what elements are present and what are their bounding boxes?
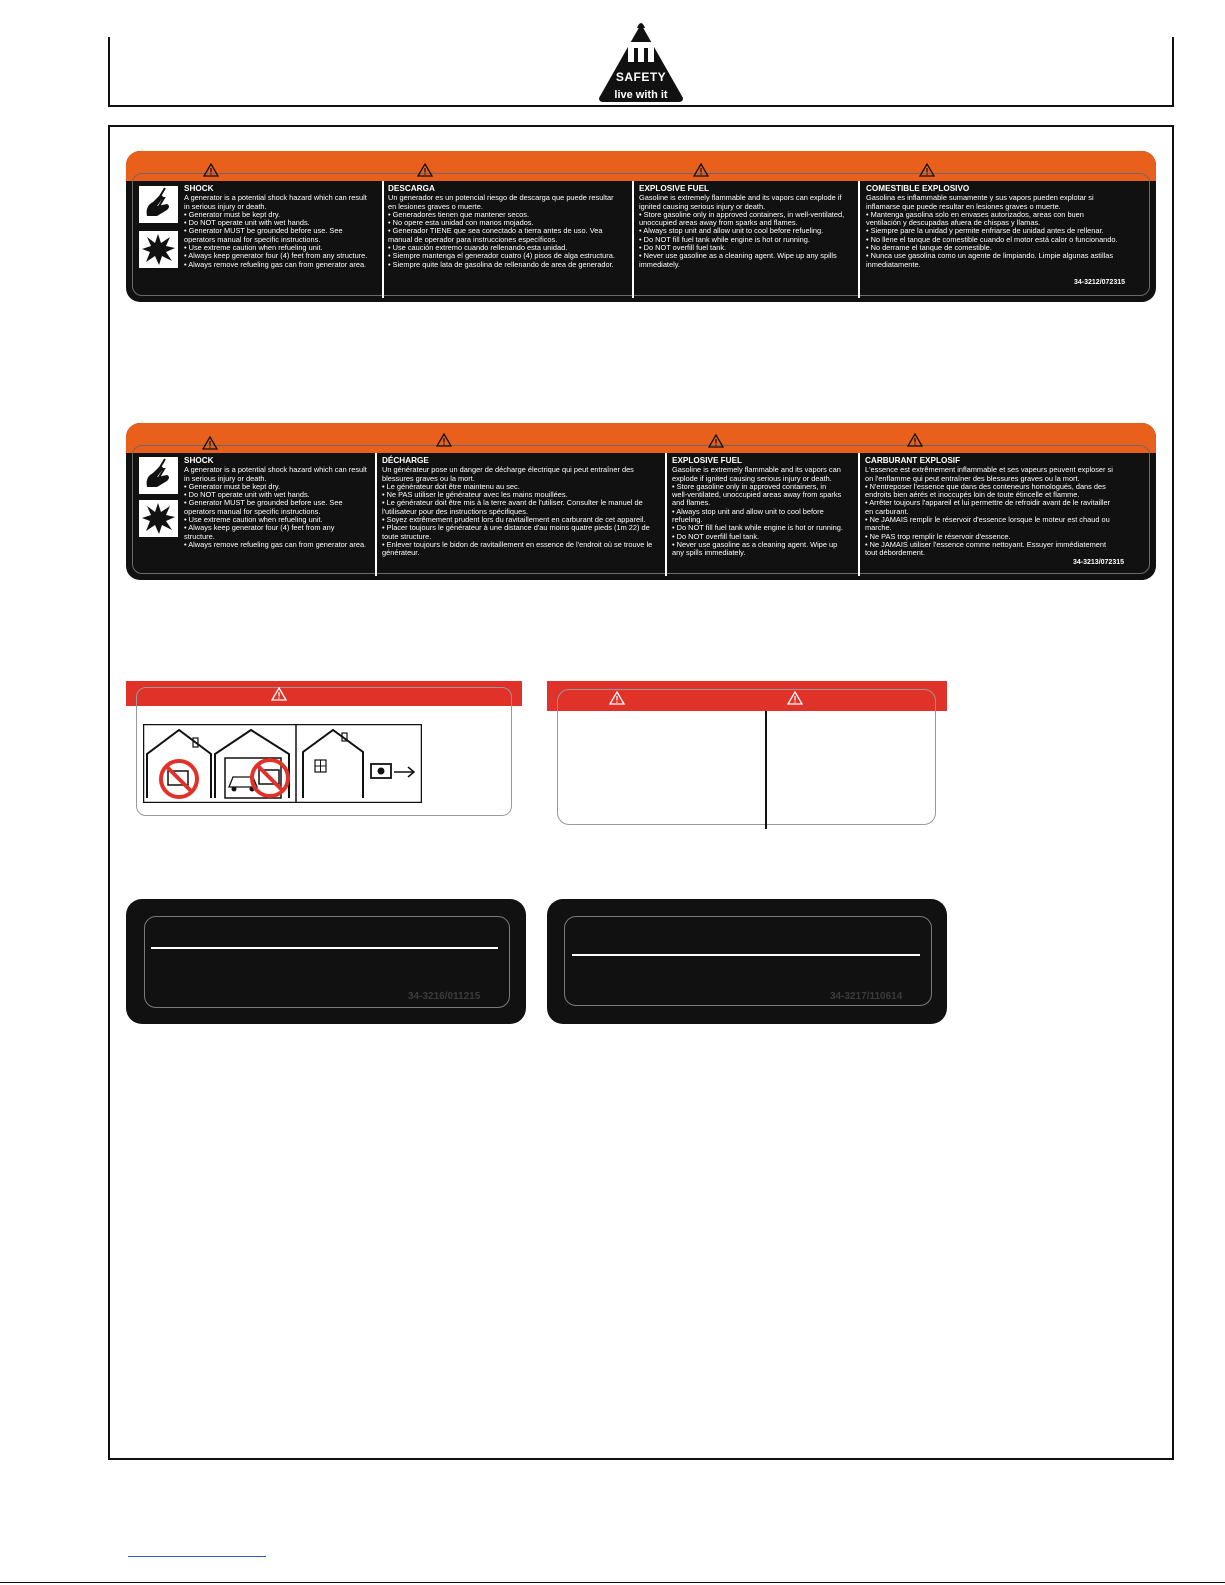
col-line: Gasoline is extremely flammable and its vapors can explode if xyxy=(639,193,842,203)
col-line: • Siempre quite lata de gasolina de rellenando de area de generador. xyxy=(388,259,614,269)
col-title: EXPLOSIVE FUEL xyxy=(639,184,710,193)
col-line: • No derrame el tanque de comestible. xyxy=(866,243,992,253)
col-line: in serious injury or death. xyxy=(184,473,267,483)
col-title: EXPLOSIVE FUEL xyxy=(672,456,743,465)
col-line: ventilación y descupadas afuera de chispas y llamas. xyxy=(866,218,1041,228)
col-line: endroits bien aérés et inoccupés loin de toute étincelle et flamme. xyxy=(865,490,1080,500)
column-divider xyxy=(765,711,767,829)
col-line: • Nunca use gasolina como un agente de limpiando. Limpie algunas astillas xyxy=(866,251,1114,261)
col-line: L'essence est extrêmement inflammable et ses vapeurs peuvent exploser si xyxy=(865,465,1113,475)
col-line: • Generator MUST be grounded before use. See xyxy=(184,498,343,508)
col-line: in serious injury or death. xyxy=(184,201,267,211)
col-line: générateur. xyxy=(382,548,420,558)
col-line: explode if ignited causing serious injury or death. xyxy=(672,473,832,483)
column-divider xyxy=(375,453,377,576)
col-line: blessures graves ou la mort. xyxy=(382,473,475,483)
warning-triangle-icon xyxy=(417,163,433,177)
col-line: on l'enflamme qui peut entraîner des blessures graves ou la mort. xyxy=(865,473,1080,483)
warning-triangle-icon xyxy=(609,691,625,705)
col-line: • Do NOT operate unit with wet hands. xyxy=(184,490,310,500)
col-line: Un generador es un potencial riesgo de descarga que puede resultar xyxy=(388,193,614,203)
col-line: • Generator must be kept dry. xyxy=(184,481,281,491)
decal2-col-decharge xyxy=(382,457,662,558)
col-line: and flames. xyxy=(672,498,711,508)
dark-decal-rule xyxy=(151,947,498,949)
warning-triangle-icon xyxy=(907,433,923,447)
dark-decal-rule xyxy=(572,954,920,956)
decal1-col-explosive-fuel xyxy=(639,185,859,269)
col-line: refueling. xyxy=(672,515,703,525)
col-line: • Use extreme caution when refueling unit. xyxy=(184,515,323,525)
decal-english-french xyxy=(126,423,1156,580)
col-line: • Store gasoline only in approved containers, in well-ventilated, xyxy=(639,209,845,219)
col-line: • Generator must be kept dry. xyxy=(184,209,281,219)
col-line: • No llene el tanque de comestible cuando el motor está calor o funcionando. xyxy=(866,234,1118,244)
col-line: • Placer toujours le générateur à une distance d'au moins quatre pieds (1m 22) de xyxy=(382,523,650,533)
col-title: SHOCK xyxy=(184,184,214,193)
col-line: manual de operador para instrucciones específicos. xyxy=(388,234,558,244)
col-line: Un générateur pose un danger de décharge électrique qui peut entraîner des xyxy=(382,465,634,475)
col-line: operators manual for specific instructions. xyxy=(184,506,321,516)
col-line: Gasoline is extremely flammable and its vapors can xyxy=(672,465,841,475)
decal1-col-shock xyxy=(184,185,384,269)
col-line: • Ne JAMAIS remplir le réservoir d'essence lorsque le moteur est chaud ou xyxy=(865,515,1110,525)
col-line: • Never use gasoline as a cleaning agent. Wipe up xyxy=(672,539,838,549)
col-line: • N'entreposer l'essence que dans des conteneurs homologués, dans des xyxy=(865,481,1106,491)
col-line: • Use extreme caution when refueling unit. xyxy=(184,243,323,253)
warning-triangle-icon xyxy=(708,434,724,448)
col-line: • Always keep generator four (4) feet from any structure. xyxy=(184,251,368,261)
col-line: structure. xyxy=(184,531,215,541)
col-line: • Do NOT overfill fuel tank. xyxy=(639,243,727,253)
red-decal-inner-border xyxy=(557,689,936,825)
page-bottom-rule xyxy=(0,1582,1225,1583)
col-line: • No opere esta unidad con manos mojados. xyxy=(388,218,534,228)
col-line: inmediatamente. xyxy=(866,259,921,269)
safety-logo xyxy=(597,20,685,104)
col-title: DESCARGA xyxy=(388,184,435,193)
col-line: toute structure. xyxy=(382,531,432,541)
part-code: 34-3217/110614 xyxy=(830,991,903,1002)
col-line: inflamarse que puede resultar en lesiones graves o muerte. xyxy=(866,201,1061,211)
decal2-col-explosive-fuel xyxy=(672,457,857,558)
col-line: • Always stop unit and allow unit to cool before refueling. xyxy=(639,226,824,236)
col-line: • Ne JAMAIS utiliser l'essence comme nettoyant. Essuyer immédiatement xyxy=(865,539,1107,549)
col-line: • Use caución extremo cuando rellenando esta unidad. xyxy=(388,243,568,253)
col-line: en carburant. xyxy=(865,506,909,516)
col-line: tout débordement. xyxy=(865,548,925,558)
col-line: l'utilisateur pour des instructions spécifiques. xyxy=(382,506,529,516)
col-line: marche. xyxy=(865,523,892,533)
column-divider xyxy=(665,453,667,576)
decal-english-spanish xyxy=(126,151,1156,302)
col-line: • Siempre mantenga el generador cuatro (4) pisos de alga estructura. xyxy=(388,251,615,261)
warning-triangle-icon xyxy=(919,163,935,177)
col-line: well-ventilated, unoccupied areas away from sparks xyxy=(672,490,842,500)
col-line: A generator is a potential shock hazard which can result xyxy=(184,193,367,203)
col-line: • Siempre pare la unidad y permite enfriarse de unidad antes de rellenar. xyxy=(866,226,1104,236)
dark-decal-right xyxy=(547,899,947,1024)
col-line: unoccupied areas away from sparks and flames. xyxy=(639,218,798,228)
part-code: 34-3212/072315 xyxy=(1074,279,1125,286)
col-line: • Never use gasoline as a cleaning agent. Wipe up any spills xyxy=(639,251,837,261)
col-line: • Soyez extrêmement prudent lors du ravitaillement en carburant de cet appareil. xyxy=(382,515,646,525)
col-line: Gasolina es inflammable sumamente y sus vapors pueden explotar si xyxy=(866,193,1094,203)
decal1-col-comestible xyxy=(866,185,1146,269)
col-line: • Do NOT operate unit with wet hands. xyxy=(184,218,310,228)
column-divider xyxy=(858,181,860,298)
col-title: SHOCK xyxy=(184,456,214,465)
col-line: • Ne PAS utiliser le générateur avec les mains mouillées. xyxy=(382,490,568,500)
col-line: • Do NOT overfill fuel tank. xyxy=(672,531,760,541)
col-line: operators manual for specific instructions. xyxy=(184,234,321,244)
logo-safety-text: SAFETY xyxy=(615,70,667,84)
col-line: • Enlever toujours le bidon de ravitaillement en essence de l'endroit où se trouve le xyxy=(382,539,653,549)
col-line: • Generador TIENE que sea conectado a tierra antes de uso. Vea xyxy=(388,226,603,236)
col-line: • Mantenga gasolina solo en envases autorizados, areas con buen xyxy=(866,209,1084,219)
dark-decal-left xyxy=(126,899,526,1024)
explosion-icon xyxy=(139,500,178,537)
column-divider xyxy=(632,181,634,298)
col-line: • Always remove refueling gas can from generator area. xyxy=(184,539,367,549)
col-line: • Arrêter toujours l'appareil et lui permettre de refroidir avant de le ravitailler xyxy=(865,498,1111,508)
col-line: • Ne PAS trop remplir le réservoir d'essence. xyxy=(865,531,1011,541)
col-line: • Store gasoline only in approved containers, in xyxy=(672,481,827,491)
shock-hand-icon xyxy=(139,457,178,494)
col-title: DÉCHARGE xyxy=(382,456,429,465)
col-line: • Always keep generator four (4) feet from any xyxy=(184,523,335,533)
placement-pictogram xyxy=(143,724,422,803)
warning-triangle-icon xyxy=(787,691,803,705)
col-line: en lesiones graves o muerte. xyxy=(388,201,483,211)
part-code: 34-3216/011215 xyxy=(408,991,481,1002)
warning-triangle-icon xyxy=(436,433,452,447)
col-line: • Always remove refueling gas can from generator area. xyxy=(184,259,367,269)
decal2-col-shock xyxy=(184,457,374,549)
explosion-icon xyxy=(139,231,178,268)
col-line: • Le générateur doit être maintenu au sec. xyxy=(382,481,520,491)
col-line: • Generadores tienen que mantener secos. xyxy=(388,209,530,219)
col-title: CARBURANT EXPLOSIF xyxy=(865,456,961,465)
col-line: immediately. xyxy=(639,259,680,269)
warning-triangle-icon xyxy=(693,163,709,177)
col-title: COMESTIBLE EXPLOSIVO xyxy=(866,184,970,193)
part-code: 34-3213/072315 xyxy=(1073,559,1124,566)
red-decal-pictogram xyxy=(126,681,522,821)
shock-hand-icon xyxy=(139,186,178,223)
warning-triangle-icon xyxy=(271,687,287,701)
column-divider xyxy=(858,453,860,576)
decal2-col-carburant xyxy=(865,457,1150,558)
col-line: • Le générateur doit être mis à la terre avant de l'utiliser. Consulter le manuel de xyxy=(382,498,643,508)
col-line: • Generator MUST be grounded before use. See xyxy=(184,226,343,236)
footer-link-underline[interactable] xyxy=(128,1556,266,1557)
col-line: ignited causing serious injury or death. xyxy=(639,201,766,211)
column-divider xyxy=(382,181,384,298)
col-line: • Always stop unit and allow unit to cool before xyxy=(672,506,824,516)
col-line: A generator is a potential shock hazard which can result xyxy=(184,465,367,475)
col-line: • Do NOT fill fuel tank while engine is hot or running. xyxy=(672,523,843,533)
decal1-col-descarga xyxy=(388,185,628,269)
warning-triangle-icon xyxy=(203,163,219,177)
col-line: any spills immediately. xyxy=(672,548,746,558)
warning-triangle-icon xyxy=(202,436,218,450)
red-decal-two-column xyxy=(547,681,947,831)
logo-tagline: live with it xyxy=(614,89,668,101)
col-line: • Do NOT fill fuel tank while engine is hot or running. xyxy=(639,234,810,244)
